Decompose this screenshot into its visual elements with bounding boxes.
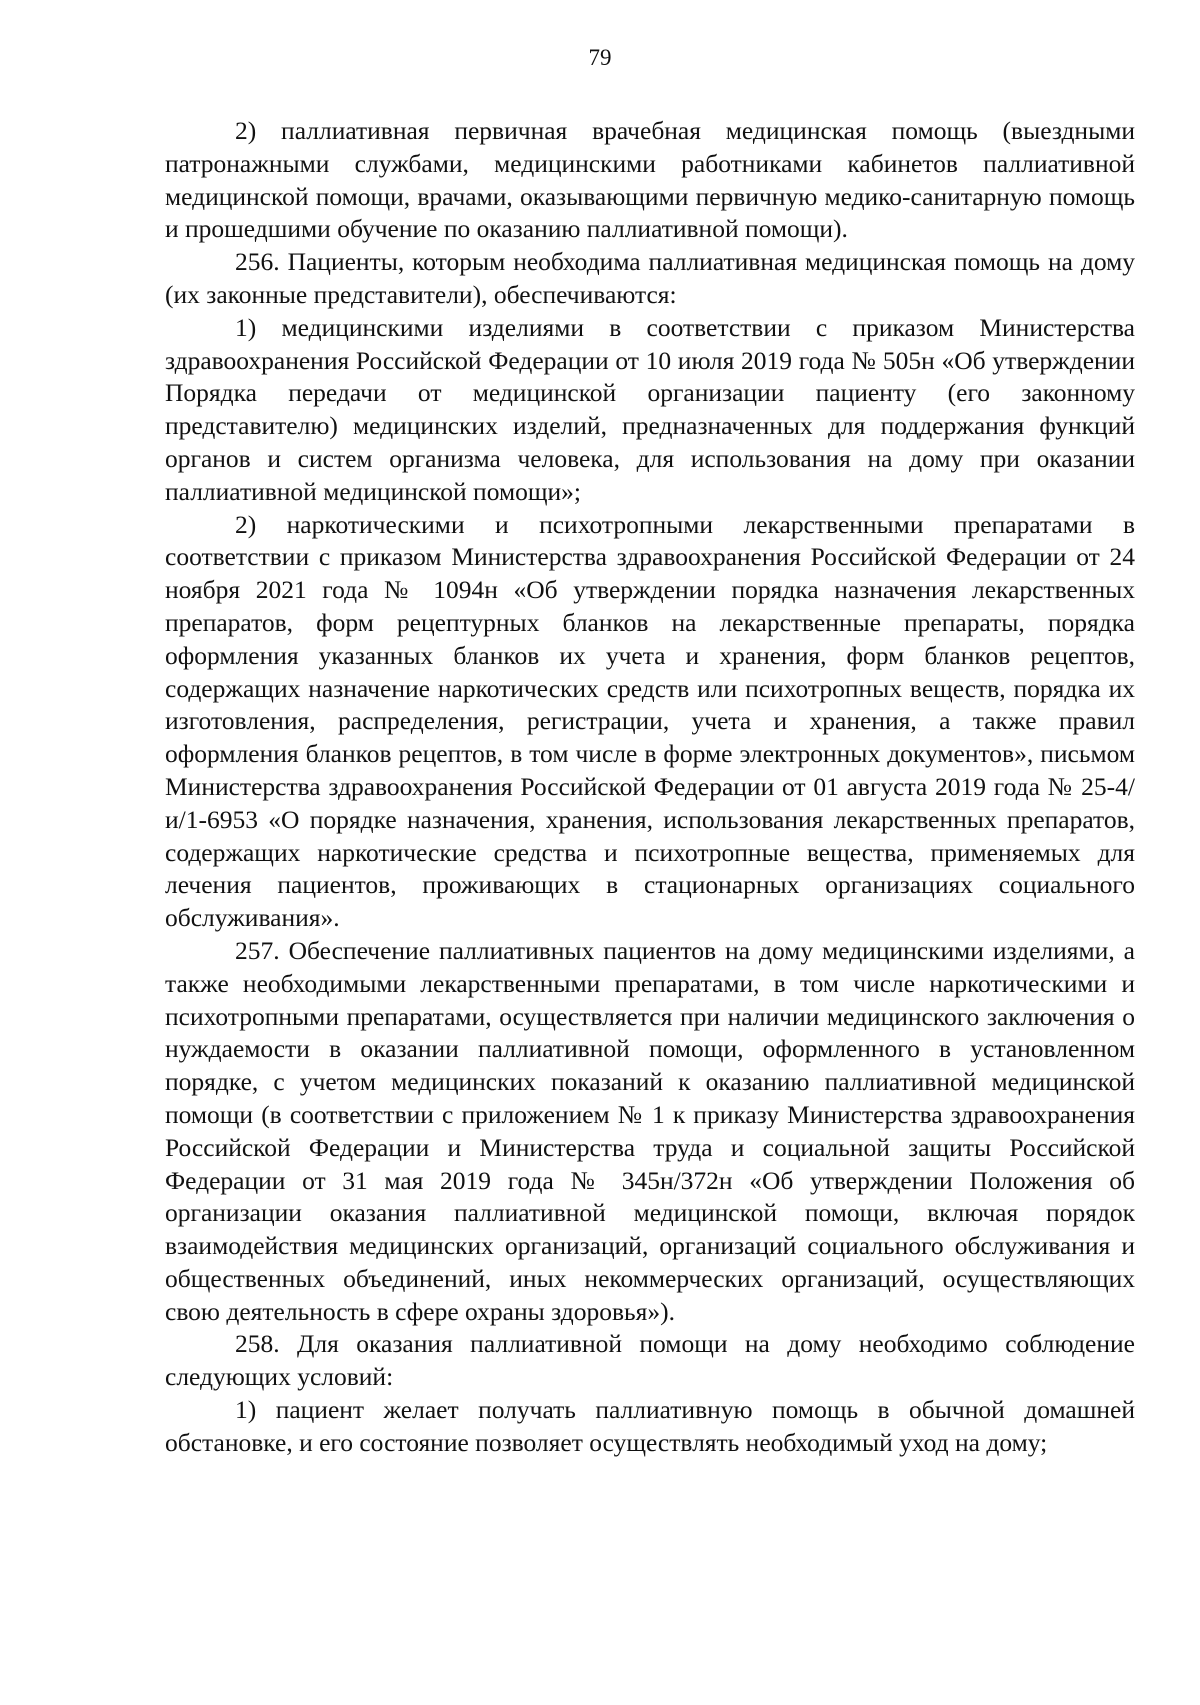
paragraph-258-item-1-patient-wishes: 1) пациент желает получать паллиативную помощь в обычной домашней обстановке, и его состояние позволяет осуществлять необходимый уход на дому; (165, 1395, 1135, 1457)
document-body (165, 115, 1135, 1460)
paragraph-256-patients-provided: 256. Пациенты, которым необходима паллиативная медицинская помощь на дому (их законные представители), обеспечиваются: (165, 247, 1135, 309)
page-number: 79 (588, 45, 612, 70)
paragraph-palliative-primary-care: 2) паллиативная первичная врачебная медицинская помощь (выездными патронажными службами, медицинскими работниками кабинетов паллиативной медицинской помощи, врачами, оказывающими первичную медико-санитарную помощь и прошедшими обучение по оказанию паллиативной помощи). (165, 116, 1135, 244)
paragraph-256-item-2-narcotic-drugs: 2) наркотическими и психотропными лекарственными препаратами в соответствии с приказом Министерства здравоохранения Российской Федерации от 24 ноября 2021 года № 1094н «Об утверждении порядка назначения лекарственных препаратов, форм рецептурных бланков на лекарственные препараты, порядка оформления указанных бланков их учета и хранения, форм бланков рецептов, содержащих назначение наркотических средств или психотропных веществ, порядка их изготовления, распределения, регистрации, учета и хранения, а также правил оформления бланков рецептов, в том числе в форме электронных документов», письмом Министерства здравоохранения Российской Федерации от 01 августа 2019 года № 25-4/и/1-6953 «О порядке назначения, хранения, использования лекарственных препаратов, содержащих наркотические средства и психотропные вещества, применяемых для лечения пациентов, проживающих в стационарных организациях социального обслуживания». (165, 509, 1135, 933)
paragraph-256-item-1-medical-devices: 1) медицинскими изделиями в соответствии с приказом Министерства здравоохранения Российской Федерации от 10 июля 2019 года № 505н «Об утверждении Порядка передачи от медицинской организации пациенту (его законному представителю) медицинских изделий, предназначенных для поддержания функций органов и систем организма человека, для использования на дому при оказании паллиативной медицинской помощи»; (165, 312, 1135, 506)
paragraph-257-home-provision: 257. Обеспечение паллиативных пациентов на дому медицинскими изделиями, а также необходимыми лекарственными препаратами, в том числе наркотическими и психотропными препаратами, осуществляется при наличии медицинского заключения о нуждаемости в оказании паллиативной помощи, оформленного в установленном порядке, с учетом медицинских показаний к оказанию паллиативной медицинской помощи (в соответствии с приложением № 1 к приказу Министерства здравоохранения Российской Федерации и Министерства труда и социальной защиты Российской Федерации от 31 мая 2019 года № 345н/372н «Об утверждении Положения об организации оказания паллиативной медицинской помощи, включая порядок взаимодействия медицинских организаций, организаций социального обслуживания и общественных объединений, иных некоммерческих организаций, осуществляющих свою деятельность в сфере охраны здоровья»). (165, 935, 1135, 1326)
paragraph-258-home-care-conditions: 258. Для оказания паллиативной помощи на дому необходимо соблюдение следующих условий: (165, 1329, 1135, 1392)
